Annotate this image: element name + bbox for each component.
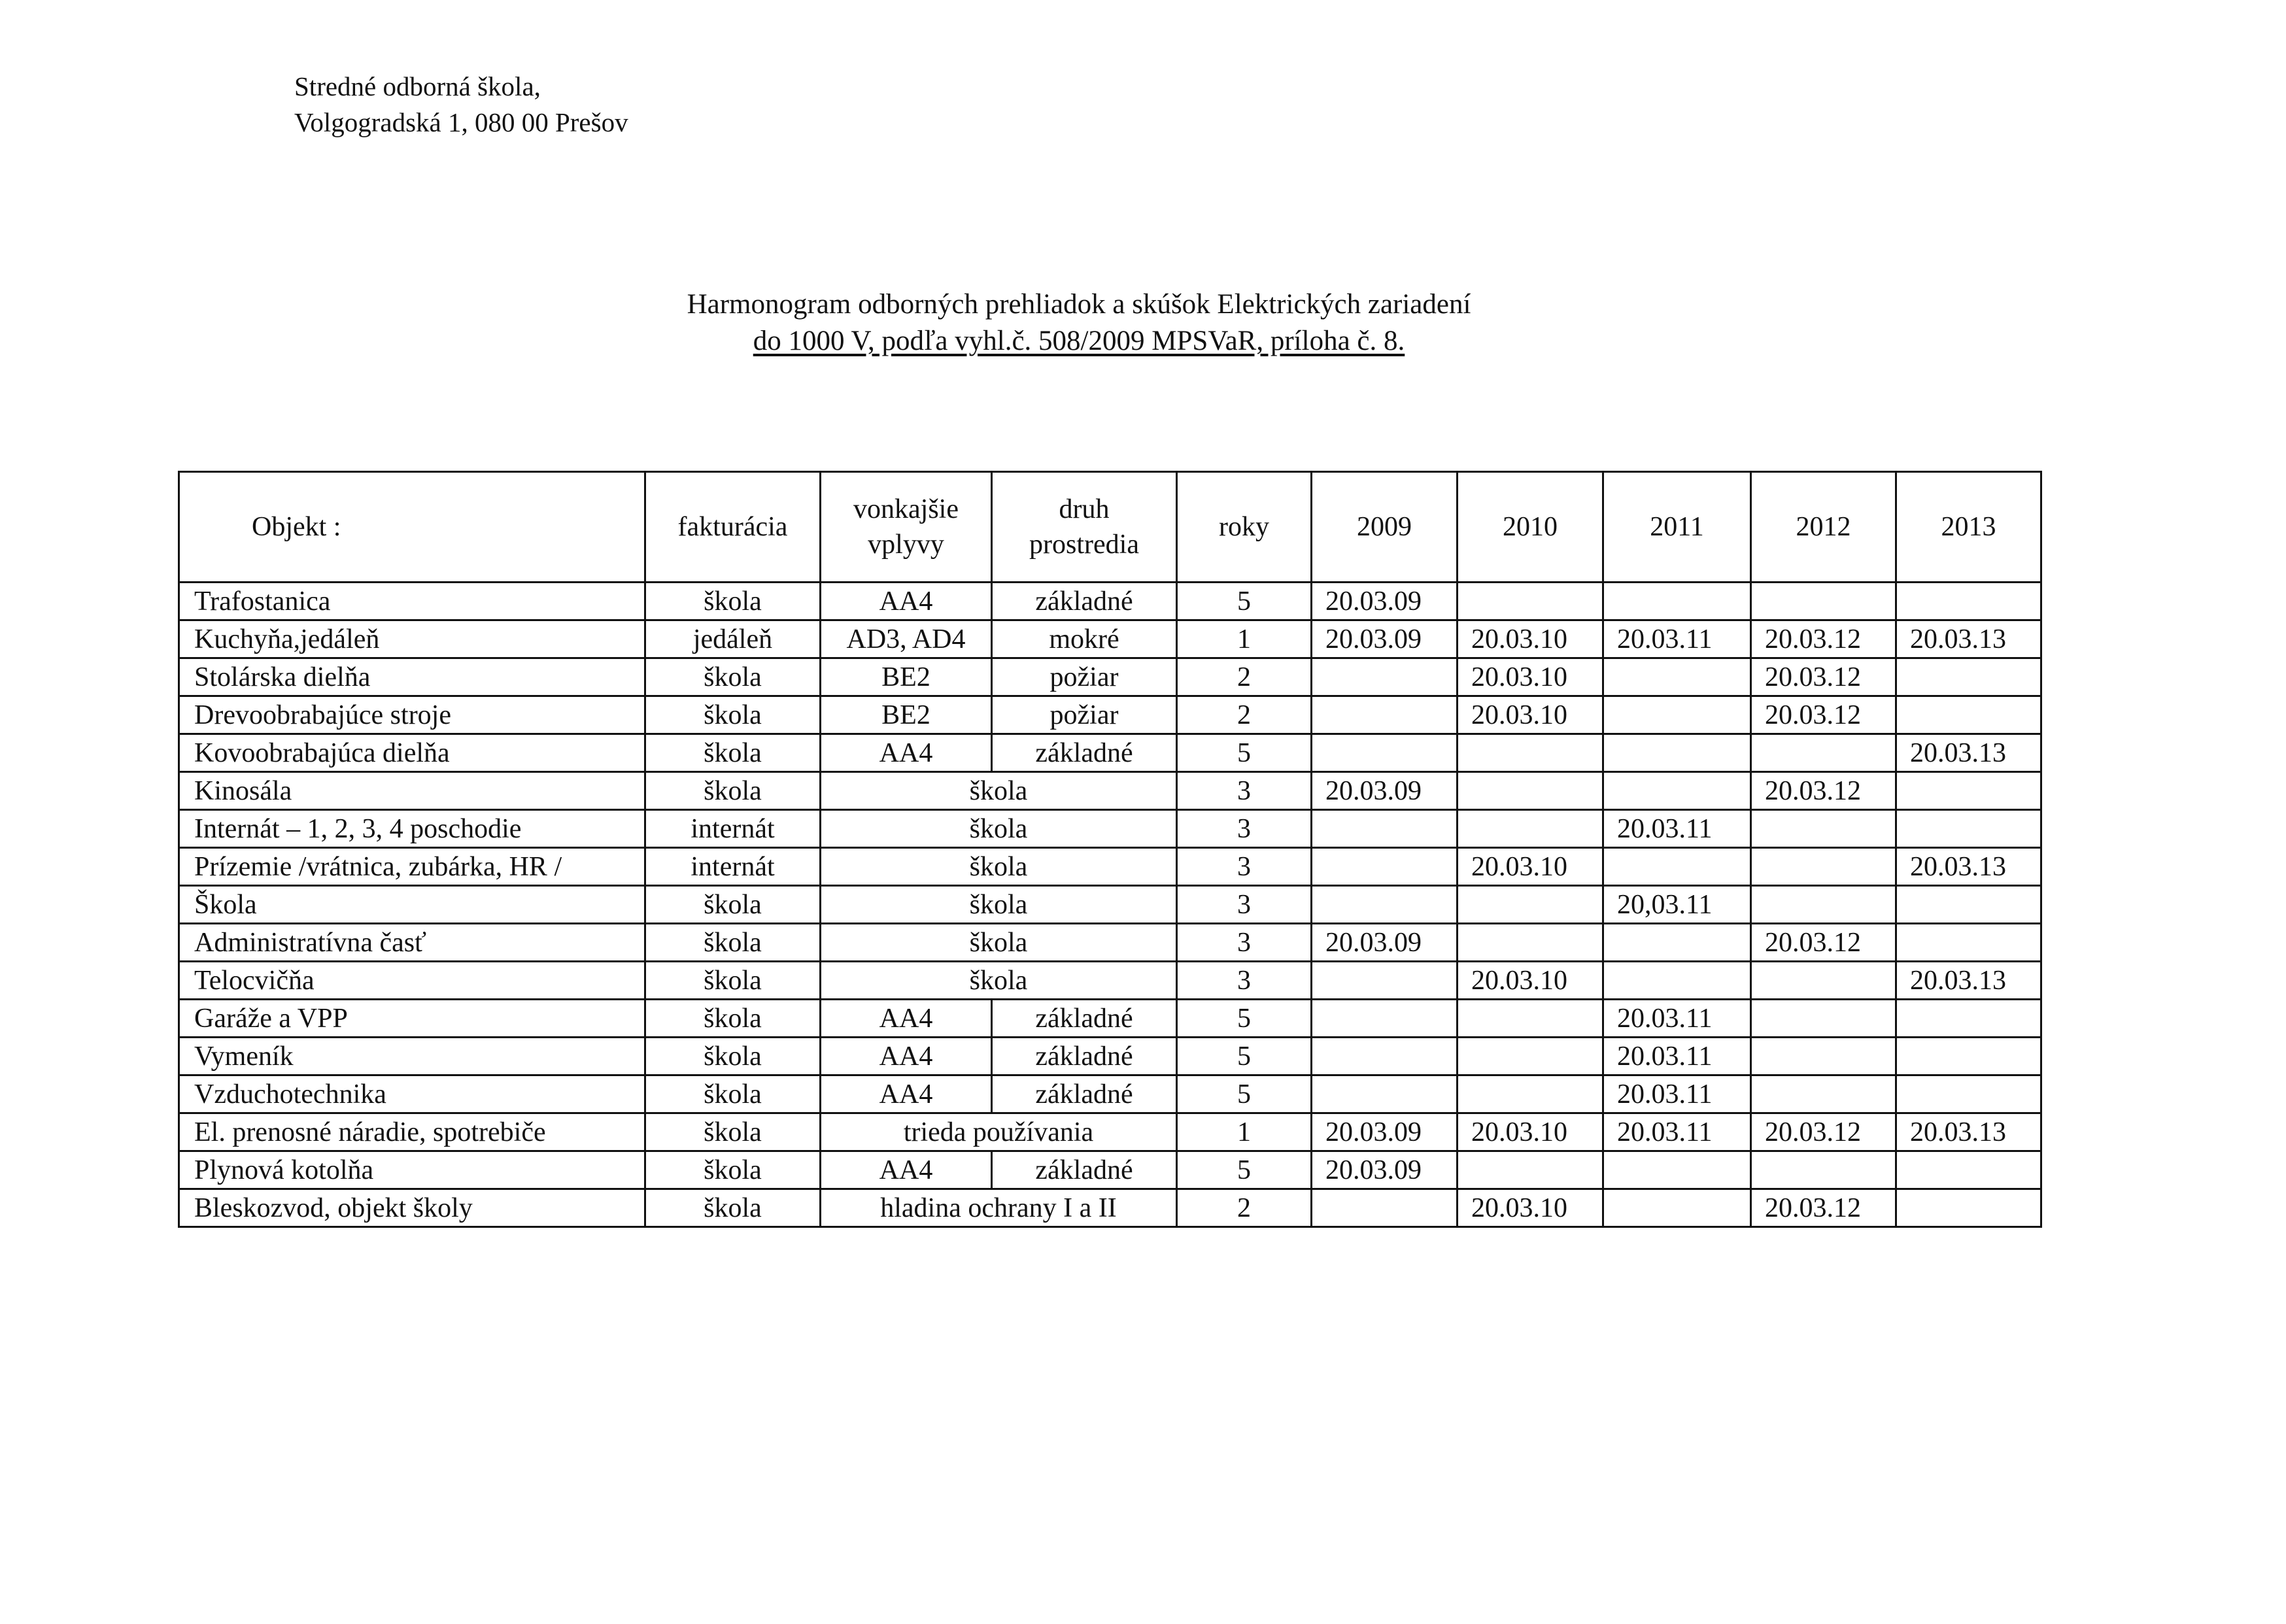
col-header-objekt: Objekt :: [179, 472, 645, 583]
cell-objekt: Vzduchotechnika: [179, 1075, 645, 1113]
cell-date-2011: 20.03.11: [1603, 620, 1751, 658]
cell-objekt: Telocvičňa: [179, 962, 645, 1000]
table-row: [179, 962, 2041, 1000]
cell-druh-prostredia: mokré: [992, 620, 1177, 658]
cell-vplyvy-prostredie: škola: [821, 924, 1177, 962]
cell-roky: 2: [1177, 696, 1312, 734]
col-header-2009: 2009: [1312, 472, 1458, 583]
cell-date-2012: [1751, 1038, 1896, 1075]
cell-date-2011: [1603, 583, 1751, 620]
cell-druh-prostredia: základné: [992, 1151, 1177, 1189]
cell-fakturacia: škola: [645, 772, 821, 810]
cell-date-2009: 20.03.09: [1312, 1151, 1458, 1189]
table-body: [179, 583, 2041, 1227]
cell-vplyvy-prostredie: trieda používania: [821, 1113, 1177, 1151]
cell-date-2010: [1458, 1038, 1603, 1075]
cell-vonkajsie-vplyvy: AA4: [821, 1000, 992, 1038]
inspection-schedule-table: [178, 471, 2042, 1228]
cell-date-2009: 20.03.09: [1312, 620, 1458, 658]
cell-fakturacia: škola: [645, 1038, 821, 1075]
col-header-roky: roky: [1177, 472, 1312, 583]
table-row: [179, 810, 2041, 848]
table-row: [179, 583, 2041, 620]
cell-roky: 2: [1177, 1189, 1312, 1227]
cell-date-2009: [1312, 1000, 1458, 1038]
table-row: [179, 696, 2041, 734]
cell-vonkajsie-vplyvy: AA4: [821, 734, 992, 772]
cell-date-2013: [1896, 1189, 2041, 1227]
cell-fakturacia: škola: [645, 1189, 821, 1227]
cell-objekt: El. prenosné náradie, spotrebiče: [179, 1113, 645, 1151]
cell-date-2013: [1896, 810, 2041, 848]
cell-druh-prostredia: základné: [992, 1038, 1177, 1075]
cell-date-2013: 20.03.13: [1896, 620, 2041, 658]
cell-fakturacia: škola: [645, 886, 821, 924]
cell-date-2010: [1458, 583, 1603, 620]
cell-druh-prostredia: základné: [992, 583, 1177, 620]
cell-date-2011: [1603, 734, 1751, 772]
table-row: [179, 1151, 2041, 1189]
cell-date-2012: 20.03.12: [1751, 924, 1896, 962]
table-row: [179, 1075, 2041, 1113]
cell-fakturacia: škola: [645, 583, 821, 620]
cell-date-2011: 20.03.11: [1603, 1000, 1751, 1038]
cell-date-2010: 20.03.10: [1458, 620, 1603, 658]
cell-date-2010: 20.03.10: [1458, 962, 1603, 1000]
col-header-2010: 2010: [1458, 472, 1603, 583]
cell-roky: 3: [1177, 810, 1312, 848]
cell-fakturacia: internát: [645, 810, 821, 848]
table-row: [179, 886, 2041, 924]
cell-date-2013: [1896, 772, 2041, 810]
title-line-2: do 1000 V, podľa vyhl.č. 508/2009 MPSVaR, príloha č. 8.: [753, 326, 1405, 356]
cell-date-2012: [1751, 1151, 1896, 1189]
cell-objekt: Kuchyňa,jedáleň: [179, 620, 645, 658]
table-row: [179, 924, 2041, 962]
cell-druh-prostredia: základné: [992, 1075, 1177, 1113]
cell-date-2013: [1896, 924, 2041, 962]
cell-roky: 5: [1177, 1075, 1312, 1113]
cell-roky: 5: [1177, 1000, 1312, 1038]
cell-date-2010: [1458, 1151, 1603, 1189]
cell-objekt: Kinosála: [179, 772, 645, 810]
cell-date-2012: [1751, 1075, 1896, 1113]
cell-date-2010: [1458, 886, 1603, 924]
cell-vonkajsie-vplyvy: BE2: [821, 696, 992, 734]
cell-date-2013: 20.03.13: [1896, 734, 2041, 772]
cell-date-2012: 20.03.12: [1751, 1113, 1896, 1151]
cell-date-2010: 20.03.10: [1458, 848, 1603, 886]
cell-date-2011: 20,03.11: [1603, 886, 1751, 924]
cell-date-2010: 20.03.10: [1458, 1113, 1603, 1151]
table-header-row: [179, 472, 2041, 583]
table-row: [179, 1000, 2041, 1038]
cell-date-2011: [1603, 772, 1751, 810]
cell-date-2009: 20.03.09: [1312, 924, 1458, 962]
table-row: [179, 734, 2041, 772]
cell-date-2009: [1312, 962, 1458, 1000]
cell-date-2010: [1458, 810, 1603, 848]
cell-objekt: Plynová kotolňa: [179, 1151, 645, 1189]
cell-date-2013: [1896, 886, 2041, 924]
cell-vplyvy-prostredie: škola: [821, 886, 1177, 924]
cell-date-2011: [1603, 696, 1751, 734]
cell-fakturacia: škola: [645, 696, 821, 734]
cell-date-2009: [1312, 658, 1458, 696]
cell-objekt: Trafostanica: [179, 583, 645, 620]
cell-date-2010: 20.03.10: [1458, 696, 1603, 734]
cell-date-2013: [1896, 658, 2041, 696]
cell-objekt: Internát – 1, 2, 3, 4 poschodie: [179, 810, 645, 848]
cell-date-2009: [1312, 848, 1458, 886]
school-address: Volgogradská 1, 080 00 Prešov: [294, 107, 628, 137]
cell-date-2010: 20.03.10: [1458, 658, 1603, 696]
cell-date-2012: 20.03.12: [1751, 772, 1896, 810]
cell-date-2009: [1312, 810, 1458, 848]
table-row: [179, 620, 2041, 658]
cell-objekt: Vymeník: [179, 1038, 645, 1075]
cell-date-2009: [1312, 886, 1458, 924]
cell-druh-prostredia: požiar: [992, 658, 1177, 696]
cell-druh-prostredia: základné: [992, 734, 1177, 772]
cell-roky: 3: [1177, 924, 1312, 962]
cell-date-2012: [1751, 848, 1896, 886]
cell-date-2013: [1896, 1000, 2041, 1038]
cell-roky: 3: [1177, 848, 1312, 886]
cell-roky: 1: [1177, 620, 1312, 658]
cell-vplyvy-prostredie: škola: [821, 962, 1177, 1000]
cell-fakturacia: jedáleň: [645, 620, 821, 658]
cell-date-2011: 20.03.11: [1603, 1113, 1751, 1151]
cell-date-2012: 20.03.12: [1751, 620, 1896, 658]
cell-fakturacia: internát: [645, 848, 821, 886]
table-row: [179, 848, 2041, 886]
cell-date-2012: [1751, 810, 1896, 848]
cell-druh-prostredia: požiar: [992, 696, 1177, 734]
col-header-2011: 2011: [1603, 472, 1751, 583]
school-header: [294, 69, 628, 141]
cell-date-2010: [1458, 1075, 1603, 1113]
cell-fakturacia: škola: [645, 734, 821, 772]
cell-vonkajsie-vplyvy: BE2: [821, 658, 992, 696]
cell-date-2009: [1312, 696, 1458, 734]
cell-date-2012: [1751, 734, 1896, 772]
cell-date-2010: [1458, 772, 1603, 810]
cell-date-2012: [1751, 1000, 1896, 1038]
col-header-2012: 2012: [1751, 472, 1896, 583]
cell-date-2012: [1751, 886, 1896, 924]
cell-objekt: Stolárska dielňa: [179, 658, 645, 696]
cell-fakturacia: škola: [645, 1075, 821, 1113]
cell-date-2011: 20.03.11: [1603, 1038, 1751, 1075]
col-header-druh-line1: druh: [1059, 494, 1110, 524]
cell-druh-prostredia: základné: [992, 1000, 1177, 1038]
cell-vonkajsie-vplyvy: AD3, AD4: [821, 620, 992, 658]
cell-date-2009: 20.03.09: [1312, 772, 1458, 810]
cell-fakturacia: škola: [645, 1113, 821, 1151]
cell-vplyvy-prostredie: škola: [821, 848, 1177, 886]
cell-date-2009: [1312, 1038, 1458, 1075]
cell-date-2009: 20.03.09: [1312, 583, 1458, 620]
cell-roky: 3: [1177, 886, 1312, 924]
cell-vonkajsie-vplyvy: AA4: [821, 1038, 992, 1075]
col-header-druh-line2: prostredia: [1029, 530, 1139, 560]
cell-fakturacia: škola: [645, 1151, 821, 1189]
col-header-vonkajsie-line1: vonkajšie: [853, 494, 959, 524]
cell-objekt: Škola: [179, 886, 645, 924]
cell-date-2011: [1603, 962, 1751, 1000]
cell-date-2012: [1751, 583, 1896, 620]
cell-fakturacia: škola: [645, 658, 821, 696]
cell-date-2009: [1312, 734, 1458, 772]
title-line-1: Harmonogram odborných prehliadok a skúšok Elektrických zariadení: [687, 289, 1471, 320]
document-title: [0, 286, 2158, 360]
cell-roky: 5: [1177, 1151, 1312, 1189]
cell-date-2011: [1603, 924, 1751, 962]
cell-date-2013: [1896, 1075, 2041, 1113]
cell-roky: 2: [1177, 658, 1312, 696]
school-name: Stredné odborná škola,: [294, 71, 541, 101]
table-row: [179, 772, 2041, 810]
col-header-fakturacia: fakturácia: [645, 472, 821, 583]
cell-objekt: Drevoobrabajúce stroje: [179, 696, 645, 734]
table-row: [179, 1113, 2041, 1151]
cell-roky: 3: [1177, 962, 1312, 1000]
cell-date-2013: 20.03.13: [1896, 1113, 2041, 1151]
cell-date-2013: [1896, 696, 2041, 734]
cell-objekt: Garáže a VPP: [179, 1000, 645, 1038]
cell-objekt: Bleskozvod, objekt školy: [179, 1189, 645, 1227]
cell-date-2012: 20.03.12: [1751, 696, 1896, 734]
table-row: [179, 1189, 2041, 1227]
cell-date-2011: [1603, 1189, 1751, 1227]
cell-date-2012: [1751, 962, 1896, 1000]
cell-roky: 1: [1177, 1113, 1312, 1151]
cell-date-2009: 20.03.09: [1312, 1113, 1458, 1151]
cell-date-2013: 20.03.13: [1896, 848, 2041, 886]
col-header-druh-prostredia: [992, 472, 1177, 583]
cell-date-2011: 20.03.11: [1603, 1075, 1751, 1113]
cell-vonkajsie-vplyvy: AA4: [821, 1075, 992, 1113]
col-header-vonkajsie-line2: vplyvy: [868, 530, 944, 560]
cell-date-2010: 20.03.10: [1458, 1189, 1603, 1227]
cell-vonkajsie-vplyvy: AA4: [821, 1151, 992, 1189]
table-row: [179, 1038, 2041, 1075]
col-header-vonkajsie-vplyvy: [821, 472, 992, 583]
table-row: [179, 658, 2041, 696]
cell-date-2009: [1312, 1075, 1458, 1113]
cell-date-2013: [1896, 1038, 2041, 1075]
cell-date-2013: 20.03.13: [1896, 962, 2041, 1000]
cell-date-2011: [1603, 658, 1751, 696]
cell-date-2011: [1603, 848, 1751, 886]
cell-date-2013: [1896, 1151, 2041, 1189]
cell-fakturacia: škola: [645, 924, 821, 962]
cell-roky: 5: [1177, 734, 1312, 772]
cell-date-2013: [1896, 583, 2041, 620]
cell-date-2012: 20.03.12: [1751, 658, 1896, 696]
cell-objekt: Administratívna časť: [179, 924, 645, 962]
cell-objekt: Kovoobrabajúca dielňa: [179, 734, 645, 772]
cell-date-2012: 20.03.12: [1751, 1189, 1896, 1227]
cell-date-2011: 20.03.11: [1603, 810, 1751, 848]
cell-vonkajsie-vplyvy: AA4: [821, 583, 992, 620]
cell-date-2010: [1458, 924, 1603, 962]
cell-date-2010: [1458, 1000, 1603, 1038]
cell-fakturacia: škola: [645, 962, 821, 1000]
cell-date-2010: [1458, 734, 1603, 772]
col-header-2013: 2013: [1896, 472, 2041, 583]
cell-vplyvy-prostredie: škola: [821, 772, 1177, 810]
cell-roky: 3: [1177, 772, 1312, 810]
cell-vplyvy-prostredie: škola: [821, 810, 1177, 848]
cell-fakturacia: škola: [645, 1000, 821, 1038]
cell-objekt: Prízemie /vrátnica, zubárka, HR /: [179, 848, 645, 886]
cell-roky: 5: [1177, 1038, 1312, 1075]
cell-vplyvy-prostredie: hladina ochrany I a II: [821, 1189, 1177, 1227]
cell-date-2011: [1603, 1151, 1751, 1189]
cell-date-2009: [1312, 1189, 1458, 1227]
cell-roky: 5: [1177, 583, 1312, 620]
